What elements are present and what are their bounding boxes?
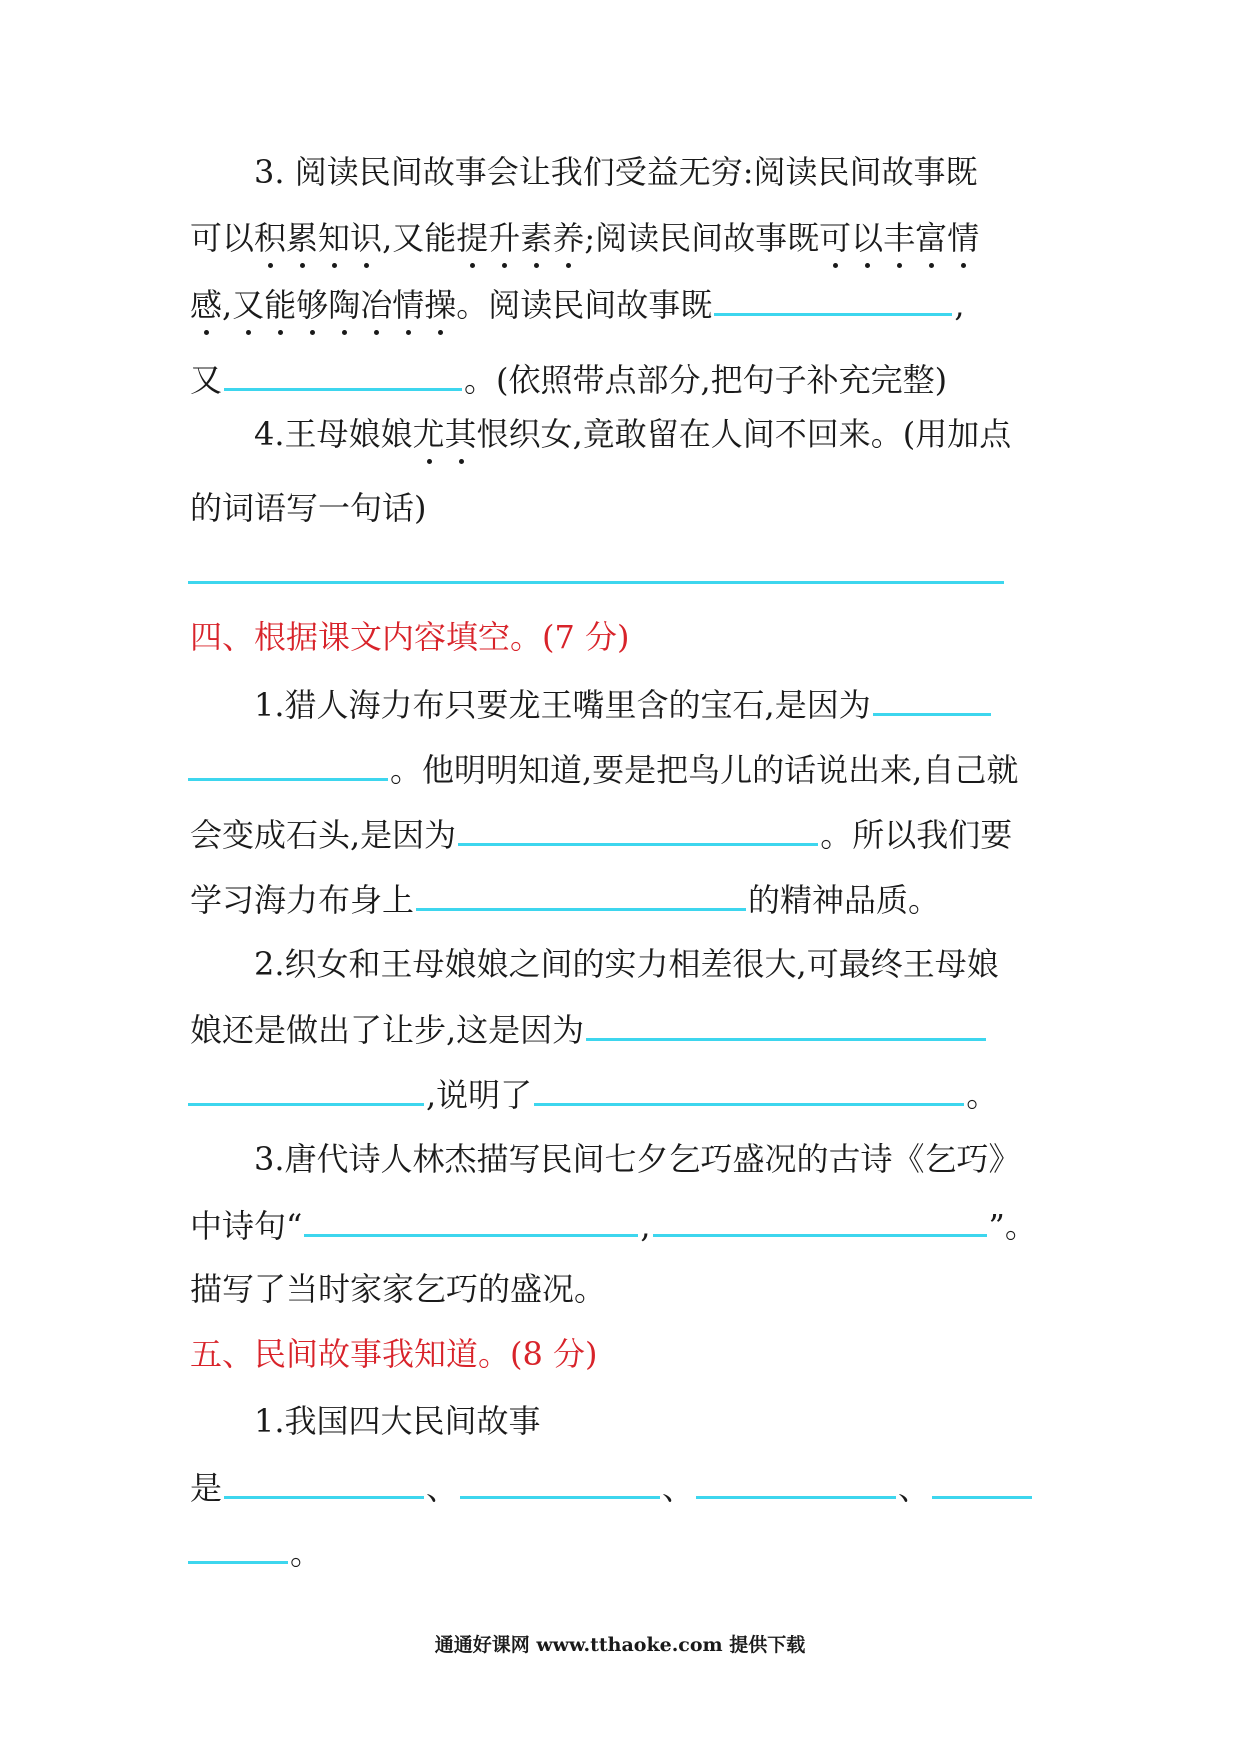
separator: 、 — [426, 1469, 459, 1507]
s4-q2-text: 娘还是做出了让步,这是因为 — [190, 1011, 585, 1049]
q3-line-2 — [190, 218, 979, 258]
s5-q1-text: 。 — [290, 1534, 323, 1572]
answer-blank[interactable] — [188, 1073, 424, 1106]
answer-blank[interactable] — [224, 358, 462, 391]
answer-blank[interactable] — [304, 1204, 638, 1237]
s5-q1-text: 1.我国四大民间故事 — [254, 1402, 541, 1440]
answer-blank[interactable] — [696, 1466, 896, 1499]
q4-line-1 — [254, 414, 1011, 454]
emphasis-dot-char: 提 — [456, 219, 489, 257]
s4-q1-line-4 — [190, 878, 940, 920]
s4-q2-text: 2.织女和王母娘娘之间的实力相差很大,可最终王母娘 — [254, 945, 999, 983]
s4-q2-line-3 — [190, 1073, 998, 1115]
s4-q3-text: 描写了当时家家乞巧的盛况。 — [190, 1270, 607, 1308]
emphasis-dot-char: 识 — [350, 219, 383, 257]
q4-line-2 — [190, 488, 427, 528]
emphasis-dot-char: 操 — [424, 286, 457, 324]
s4-q1-text: 。所以我们要 — [820, 816, 1013, 854]
emphasis-dot-char: 知 — [318, 219, 351, 257]
s4-q3-text: 中诗句“ — [190, 1207, 303, 1245]
emphasis-dot-char: 情 — [392, 286, 425, 324]
answer-blank[interactable] — [224, 1466, 424, 1499]
q3-text: 可以 — [190, 219, 255, 257]
dotted-phrase — [413, 415, 477, 453]
emphasis-dot-char: 感 — [190, 286, 223, 324]
emphasis-dot-char: 累 — [286, 219, 319, 257]
s4-q3-text: ”。 — [988, 1207, 1037, 1245]
dotted-phrase — [819, 219, 979, 257]
emphasis-dot-char: 情 — [947, 219, 980, 257]
s5-q1-text: 是 — [190, 1469, 223, 1507]
emphasis-dot-char: 素 — [520, 219, 553, 257]
answer-blank[interactable] — [416, 878, 746, 911]
answer-blank[interactable] — [188, 1531, 288, 1564]
q4-text: 恨织女,竟敢留在人间不回来。(用加点 — [476, 415, 1012, 453]
q3-line-1 — [254, 152, 978, 192]
dotted-phrase — [456, 219, 584, 257]
s4-q1-text: 会变成石头,是因为 — [190, 816, 457, 854]
s4-q1-text: 的精神品质。 — [748, 881, 941, 919]
s4-q1-text: 1.猎人海力布只要龙王嘴里含的宝石,是因为 — [254, 686, 871, 724]
page-footer: 通通好课网 www.tthaoke.com 提供下载 — [434, 1634, 806, 1656]
s5-q1-line-1 — [254, 1401, 541, 1441]
s4-q1-line-2 — [190, 748, 1018, 790]
s4-q3-text: , — [640, 1207, 651, 1245]
emphasis-dot-char: 陶 — [328, 286, 361, 324]
s4-q2-line-1 — [254, 944, 999, 984]
answer-blank[interactable] — [586, 1008, 986, 1041]
section4-heading: 四、根据课文内容填空。(7 分) — [190, 618, 630, 656]
emphasis-dot-char: 又 — [232, 286, 265, 324]
emphasis-dot-char: 以 — [851, 219, 884, 257]
answer-blank[interactable] — [653, 1204, 987, 1237]
separator: 、 — [662, 1469, 695, 1507]
q4-text: 4.王母娘娘 — [254, 415, 413, 453]
emphasis-dot-char: 尤 — [412, 415, 445, 453]
q3-text: ;阅读民间故事既 — [584, 219, 820, 257]
s4-q3-line-2 — [190, 1204, 1037, 1246]
q3-text: , — [954, 286, 965, 324]
emphasis-dot-char: 够 — [296, 286, 329, 324]
s4-q2-text: 。 — [966, 1076, 999, 1114]
answer-blank[interactable] — [458, 813, 818, 846]
answer-blank[interactable] — [460, 1466, 660, 1499]
s4-q1-text: 。他明明知道,要是把鸟儿的话说出来,自己就 — [390, 751, 1019, 789]
emphasis-dot-char: 升 — [488, 219, 521, 257]
s4-q2-text: ,说明了 — [426, 1076, 533, 1114]
s4-q3-text: 3.唐代诗人林杰描写民间七夕乞巧盛况的古诗《乞巧》 — [254, 1140, 1021, 1178]
emphasis-dot-char: 富 — [915, 219, 948, 257]
emphasis-dot-char: 其 — [444, 415, 477, 453]
q3-text: 3. 阅读民间故事会让我们受益无穷:阅读民间故事既 — [254, 153, 978, 191]
answer-blank[interactable] — [534, 1073, 964, 1106]
dotted-phrase — [232, 286, 456, 324]
answer-blank[interactable] — [873, 683, 991, 716]
q3-text: , — [222, 286, 233, 324]
answer-blank[interactable] — [714, 283, 952, 316]
q3-text: 。阅读民间故事既 — [456, 286, 713, 324]
q4-text: 的词语写一句话) — [190, 489, 427, 527]
q4-answer-line — [190, 551, 1006, 593]
s4-q1-line-3 — [190, 813, 1012, 855]
s4-q2-line-2 — [190, 1008, 988, 1050]
emphasis-dot-char: 养 — [552, 219, 585, 257]
s5-q1-line-2 — [190, 1466, 1034, 1508]
s4-q1-line-1 — [254, 683, 993, 725]
s4-q3-line-1 — [254, 1139, 1021, 1179]
emphasis-dot-char: 可 — [819, 219, 852, 257]
emphasis-dot-char: 冶 — [360, 286, 393, 324]
emphasis-dot-char: 能 — [264, 286, 297, 324]
dotted-phrase — [190, 286, 222, 324]
q3-text: 又 — [190, 361, 223, 399]
s4-q3-line-3 — [190, 1269, 606, 1309]
separator: 、 — [898, 1469, 931, 1507]
answer-blank[interactable] — [188, 551, 1004, 584]
s4-q1-text: 学习海力布身上 — [190, 881, 415, 919]
answer-blank[interactable] — [932, 1466, 1032, 1499]
section5-heading: 五、民间故事我知道。(8 分) — [190, 1335, 598, 1373]
dotted-phrase — [254, 219, 382, 257]
emphasis-dot-char: 积 — [254, 219, 287, 257]
q3-text: ,又能 — [382, 219, 457, 257]
q3-text: 。(依照带点部分,把句子补充完整) — [464, 361, 948, 399]
q3-line-4 — [190, 358, 947, 400]
q3-line-3 — [190, 283, 964, 325]
emphasis-dot-char: 丰 — [883, 219, 916, 257]
s5-q1-line-3 — [190, 1531, 322, 1573]
answer-blank[interactable] — [188, 748, 388, 781]
